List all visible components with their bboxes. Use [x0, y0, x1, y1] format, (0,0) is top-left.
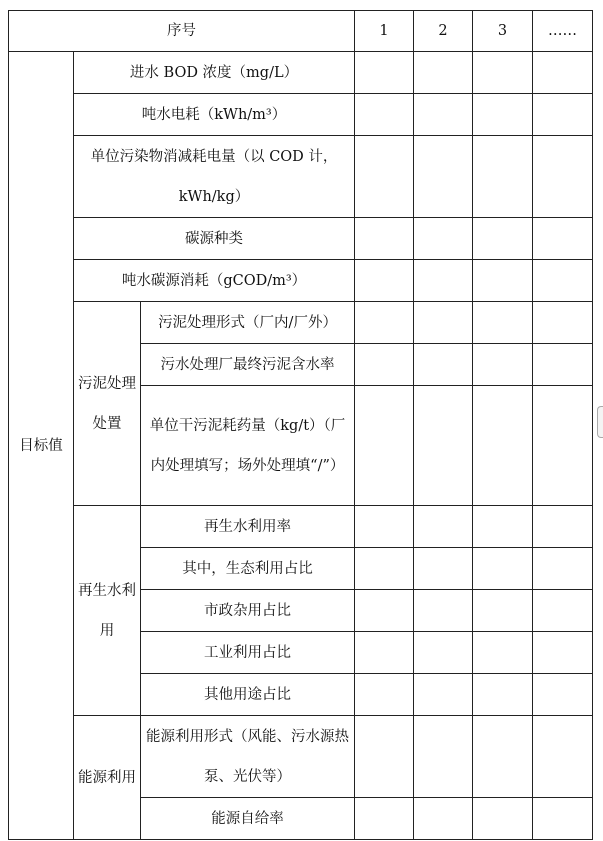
cell-input[interactable] — [533, 344, 593, 386]
cell-input[interactable] — [414, 260, 473, 302]
row-label-energy-self: 能源自给率 — [141, 798, 355, 840]
cell-input[interactable] — [355, 260, 414, 302]
cell-input[interactable] — [533, 716, 593, 798]
cell-input[interactable] — [414, 548, 473, 590]
cell-input[interactable] — [355, 590, 414, 632]
row-label-reclaimed-rate: 再生水利用率 — [141, 506, 355, 548]
cell-input[interactable] — [355, 716, 414, 798]
header-col-2: 2 — [414, 11, 473, 52]
row-label-sludge-form: 污泥处理形式（厂内/厂外） — [141, 302, 355, 344]
group-reclaimed-water: 再生水利用 — [74, 506, 141, 716]
cell-input[interactable] — [533, 218, 593, 260]
cell-input[interactable] — [473, 506, 533, 548]
cell-input[interactable] — [473, 548, 533, 590]
cell-input[interactable] — [473, 716, 533, 798]
row-label-carbon-use: 吨水碳源消耗（gCOD/m³） — [74, 260, 355, 302]
cell-input[interactable] — [533, 548, 593, 590]
cell-input[interactable] — [473, 94, 533, 136]
cell-input[interactable] — [473, 386, 533, 506]
cell-input[interactable] — [533, 136, 593, 218]
cell-input[interactable] — [414, 344, 473, 386]
cell-input[interactable] — [473, 674, 533, 716]
cell-input[interactable] — [473, 632, 533, 674]
cell-input[interactable] — [355, 548, 414, 590]
cell-input[interactable] — [473, 590, 533, 632]
cell-input[interactable] — [533, 632, 593, 674]
cell-input[interactable] — [414, 798, 473, 840]
cell-input[interactable] — [414, 590, 473, 632]
cell-input[interactable] — [355, 506, 414, 548]
header-col-3: 3 — [473, 11, 533, 52]
cell-input[interactable] — [414, 218, 473, 260]
row-label-sludge-moisture: 污水处理厂最终污泥含水率 — [141, 344, 355, 386]
cell-input[interactable] — [414, 302, 473, 344]
header-col-1: 1 — [355, 11, 414, 52]
row-label-unit-power: 单位污染物消减耗电量（以 COD 计，kWh/kg） — [74, 136, 355, 218]
cell-input[interactable] — [355, 674, 414, 716]
row-label-sludge-chem: 单位干污泥耗药量（kg/t）（厂内处理填写；场外处理填“/”） — [141, 386, 355, 506]
group-energy: 能源利用 — [74, 716, 141, 840]
row-label-reclaimed-other: 其他用途占比 — [141, 674, 355, 716]
header-col-more: …… — [533, 11, 593, 52]
cell-input[interactable] — [533, 674, 593, 716]
cell-input[interactable] — [533, 94, 593, 136]
cell-input[interactable] — [355, 52, 414, 94]
row-label-energy-form: 能源利用形式（风能、污水源热泵、光伏等） — [141, 716, 355, 798]
cell-input[interactable] — [355, 344, 414, 386]
row-label-power: 吨水电耗（kWh/m³） — [74, 94, 355, 136]
cell-input[interactable] — [473, 136, 533, 218]
cell-input[interactable] — [473, 344, 533, 386]
cell-input[interactable] — [355, 632, 414, 674]
cell-input[interactable] — [414, 94, 473, 136]
cell-input[interactable] — [533, 260, 593, 302]
cell-input[interactable] — [533, 590, 593, 632]
group-target-value: 目标值 — [9, 52, 74, 840]
cell-input[interactable] — [355, 136, 414, 218]
row-label-bod: 进水 BOD 浓度（mg/L） — [74, 52, 355, 94]
cell-input[interactable] — [533, 52, 593, 94]
group-sludge: 污泥处理处置 — [74, 302, 141, 506]
row-label-reclaimed-eco: 其中，生态利用占比 — [141, 548, 355, 590]
cell-input[interactable] — [473, 52, 533, 94]
cell-input[interactable] — [414, 52, 473, 94]
cell-input[interactable] — [355, 798, 414, 840]
cell-input[interactable] — [414, 136, 473, 218]
cell-input[interactable] — [414, 674, 473, 716]
cell-input[interactable] — [414, 716, 473, 798]
target-value-table — [8, 10, 593, 840]
cell-input[interactable] — [533, 506, 593, 548]
cell-input[interactable] — [355, 218, 414, 260]
page-edge-handle[interactable] — [597, 406, 603, 438]
cell-input[interactable] — [533, 798, 593, 840]
cell-input[interactable] — [533, 302, 593, 344]
cell-input[interactable] — [355, 94, 414, 136]
cell-input[interactable] — [414, 632, 473, 674]
row-label-reclaimed-municipal: 市政杂用占比 — [141, 590, 355, 632]
cell-input[interactable] — [473, 260, 533, 302]
cell-input[interactable] — [355, 302, 414, 344]
cell-input[interactable] — [533, 386, 593, 506]
row-label-carbon-type: 碳源种类 — [74, 218, 355, 260]
cell-input[interactable] — [473, 302, 533, 344]
cell-input[interactable] — [355, 386, 414, 506]
cell-input[interactable] — [414, 386, 473, 506]
header-seq: 序号 — [9, 11, 355, 52]
cell-input[interactable] — [473, 218, 533, 260]
cell-input[interactable] — [414, 506, 473, 548]
cell-input[interactable] — [473, 798, 533, 840]
row-label-reclaimed-industrial: 工业利用占比 — [141, 632, 355, 674]
